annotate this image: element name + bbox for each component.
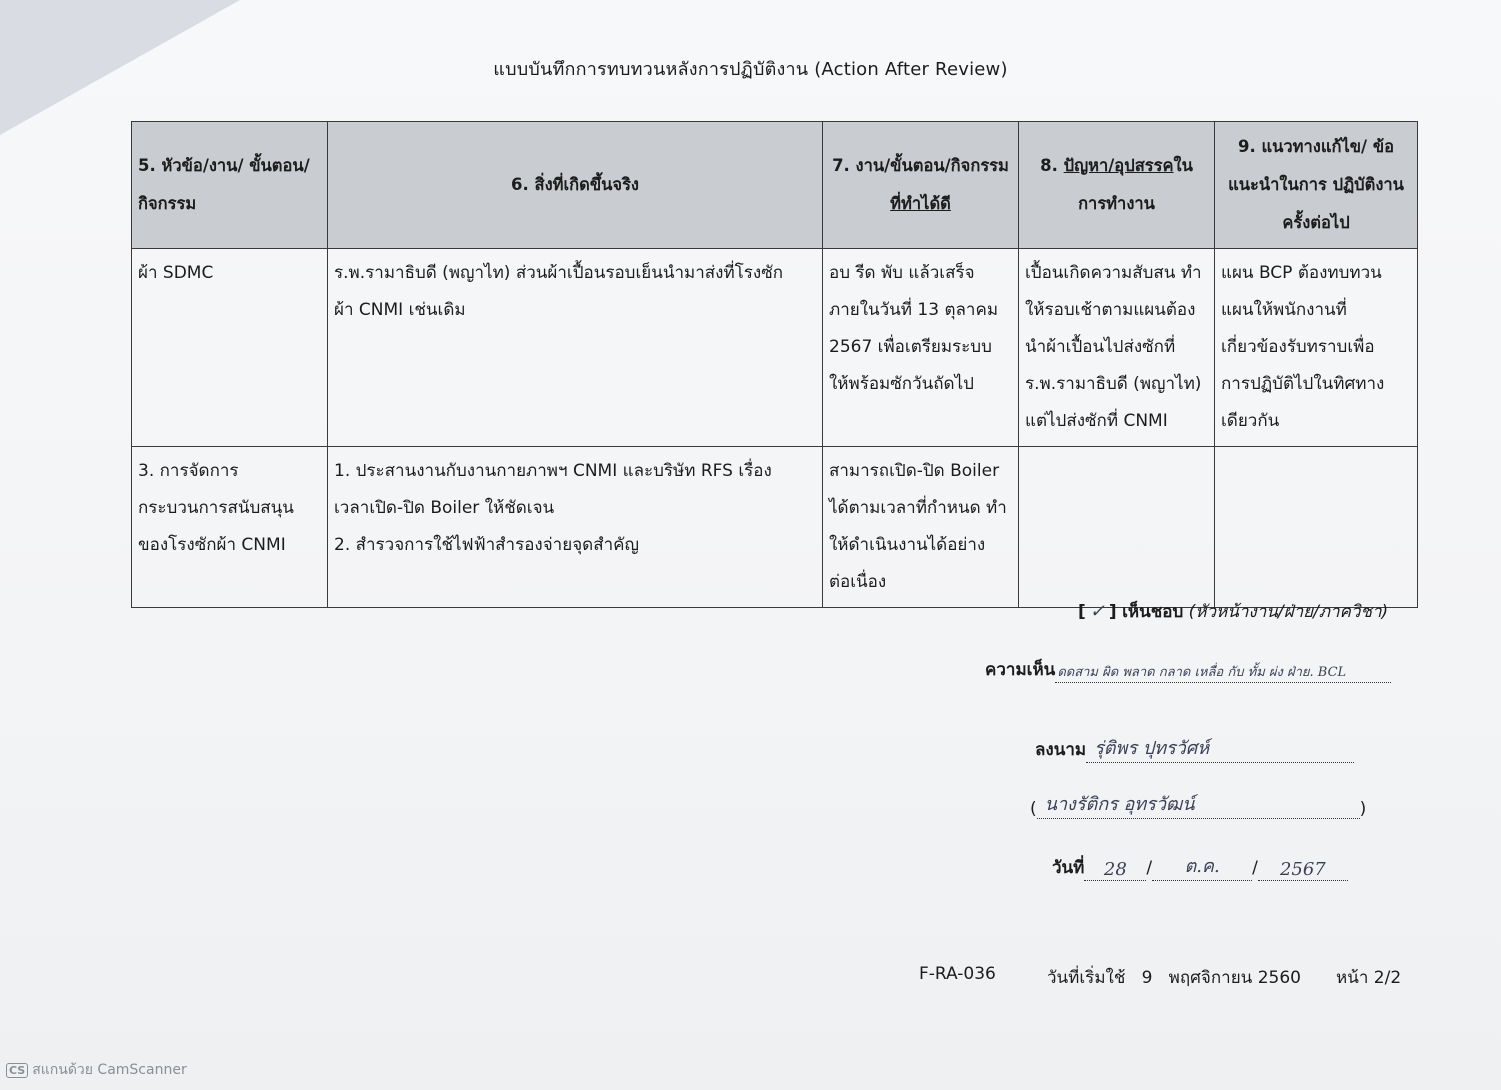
header-solutions-line: ปฏิบัติงานครั้งต่อไป [1282, 175, 1404, 232]
table-row [132, 249, 1418, 447]
header-row [132, 122, 1418, 249]
cell-line: 2567 เพื่อเตรียมระบบ [829, 337, 992, 357]
form-code: F-RA-036 [919, 964, 996, 984]
printed-name-handwriting: นางรัติกร อุทรวัฒน์ [1044, 794, 1195, 815]
cell-problems-empty [1019, 447, 1215, 608]
date-month: ต.ค. [1184, 856, 1220, 877]
checkbox-open: [ [1078, 602, 1086, 622]
header-problems-suffix: ใน [1173, 156, 1193, 175]
header-topic-line: 5. หัวข้อ/งาน/ [138, 156, 244, 175]
start-date [1047, 964, 1301, 991]
cell-line: ให้พร้อมซักวันถัดไป [829, 374, 974, 394]
cell-solutions [1215, 249, 1418, 447]
cell-line: ร.พ.รามาธิบดี (พญาไท) ส่วนผ้าเปื้อนรอบเย็นนำมาส่งที่โรงซัก [334, 263, 784, 283]
cell-line: ผ้า SDMC [138, 263, 214, 283]
signature-field [1086, 733, 1354, 763]
cell-line: แผนให้พนักงานที่ [1221, 300, 1347, 320]
signature-line [1035, 733, 1354, 763]
date-line [1052, 851, 1348, 881]
cell-line: เวลาเปิด-ปิด Boiler ให้ชัดเจน [334, 498, 555, 518]
cell-line: 3. การจัดการ [138, 461, 239, 481]
checkbox-close: ] [1108, 602, 1117, 622]
camscanner-text: สแกนด้วย CamScanner [32, 1062, 187, 1078]
cell-line: ร.พ.รามาธิบดี (พญาไท) [1025, 374, 1202, 394]
cell-actual [328, 249, 823, 447]
check-mark-icon: ✓ [1089, 601, 1105, 622]
cell-actual [328, 447, 823, 608]
cell-line: ของโรงซักผ้า CNMI [138, 535, 286, 555]
cell-solutions-empty [1215, 447, 1418, 608]
cell-line: ต่อเนื่อง [829, 572, 887, 592]
comment-handwriting: ดดสาม ผิด พลาด กลาด เหลื่อ กับ ทั้ม ผ่ง ฝ่าย. BCL [1057, 665, 1347, 680]
cell-done-well [823, 447, 1019, 608]
header-done-well-line: 7. งาน/ขั้นตอน/กิจกรรม [832, 156, 1009, 175]
cell-line: ให้รอบเช้าตามแผนต้อง [1025, 300, 1196, 320]
header-done-well [823, 122, 1019, 249]
header-solutions [1215, 122, 1418, 249]
review-table [131, 121, 1418, 608]
date-label: วันที่ [1052, 858, 1085, 878]
date-separator: / [1146, 858, 1153, 878]
date-separator: / [1252, 858, 1258, 878]
cell-line: ได้ตามเวลาที่กำหนด ทำ [829, 498, 1007, 518]
cell-line: แต่ไปส่งซักที่ CNMI [1025, 411, 1168, 431]
cell-line: 1. ประสานงานกับงานกายภาพฯ CNMI และบริษัท RFS เรื่อง [334, 461, 772, 481]
date-day: 28 [1103, 859, 1127, 880]
comment-field [1055, 661, 1391, 683]
cell-topic [132, 447, 328, 608]
approval-checkbox-line [1078, 598, 1388, 625]
cell-line: แผน BCP ต้องทบทวน [1221, 263, 1382, 283]
start-date-day: 9 [1141, 968, 1153, 988]
header-topic-line: ขั้นตอน/กิจกรรม [138, 156, 310, 213]
cell-line: อบ รีด พับ แล้วเสร็จ [829, 263, 975, 283]
cell-topic [132, 249, 328, 447]
name-paren-close: ) [1359, 799, 1367, 819]
agree-role: (หัวหน้างาน/ฝ่าย/ภาควิชา) [1188, 602, 1389, 622]
cell-line: 2. สำรวจการใช้ไฟฟ้าสำรองจ่ายจุดสำคัญ [334, 535, 639, 555]
camscanner-watermark [6, 1059, 187, 1081]
camscanner-logo-icon: CS [6, 1063, 28, 1078]
date-year: 2567 [1279, 859, 1326, 880]
cell-line: สามารถเปิด-ปิด Boiler [829, 461, 1000, 481]
document-title: แบบบันทึกการทบทวนหลังการปฏิบัติงาน (Action After Review) [493, 59, 1008, 80]
header-problems-line: การทำงาน [1078, 194, 1155, 213]
header-problems-line [1040, 156, 1193, 175]
header-solutions-line: 9. แนวทางแก้ไข/ [1237, 137, 1368, 156]
start-date-month-year: พฤศจิกายน 2560 [1168, 968, 1301, 988]
date-day-field [1084, 859, 1146, 881]
printed-name-field [1037, 789, 1360, 819]
cell-problems [1019, 249, 1215, 447]
start-date-label: วันที่เริ่มใช้ [1047, 968, 1126, 988]
signature-handwriting: รุ่ติพร ปุทรวัศห์ [1094, 738, 1210, 759]
header-problems-underlined: ปัญหา/อุปสรรค [1063, 156, 1174, 175]
date-month-field [1152, 851, 1252, 881]
cell-line: เปื้อนเกิดความสับสน ทำ [1025, 263, 1202, 283]
cell-line: เดียวกัน [1221, 411, 1280, 431]
comment-line [985, 656, 1391, 683]
header-solutions-line: ข้อแนะนำในการ [1228, 137, 1395, 194]
name-paren-open: ( [1030, 799, 1037, 819]
printed-name-line [1030, 789, 1366, 819]
cell-line: การปฏิบัติไปในทิศทาง [1221, 374, 1385, 394]
header-problems-num: 8. [1040, 156, 1064, 175]
header-problems [1019, 122, 1215, 249]
page-number: หน้า 2/2 [1336, 968, 1402, 988]
sign-label: ลงนาม [1035, 740, 1087, 760]
cell-line: นำผ้าเปื้อนไปส่งซักที่ [1025, 337, 1176, 357]
cell-line: ให้ดำเนินงานได้อย่าง [829, 535, 986, 555]
cell-line: กระบวนการสนับสนุน [138, 498, 294, 518]
cell-line: ผ้า CNMI เช่นเดิม [334, 300, 466, 320]
agree-label: เห็นชอบ [1122, 602, 1184, 622]
header-topic [132, 122, 328, 249]
table-row [132, 447, 1418, 608]
header-actual: 6. สิ่งที่เกิดขึ้นจริง [328, 122, 823, 249]
cell-line: เกี่ยวข้องรับทราบเพื่อ [1221, 337, 1375, 357]
header-done-well-underlined: ที่ทำได้ดี [890, 194, 951, 213]
date-year-field [1258, 859, 1348, 881]
comment-label: ความเห็น [985, 660, 1056, 680]
cell-line: ภายในวันที่ 13 ตุลาคม [829, 300, 999, 320]
cell-done-well [823, 249, 1019, 447]
